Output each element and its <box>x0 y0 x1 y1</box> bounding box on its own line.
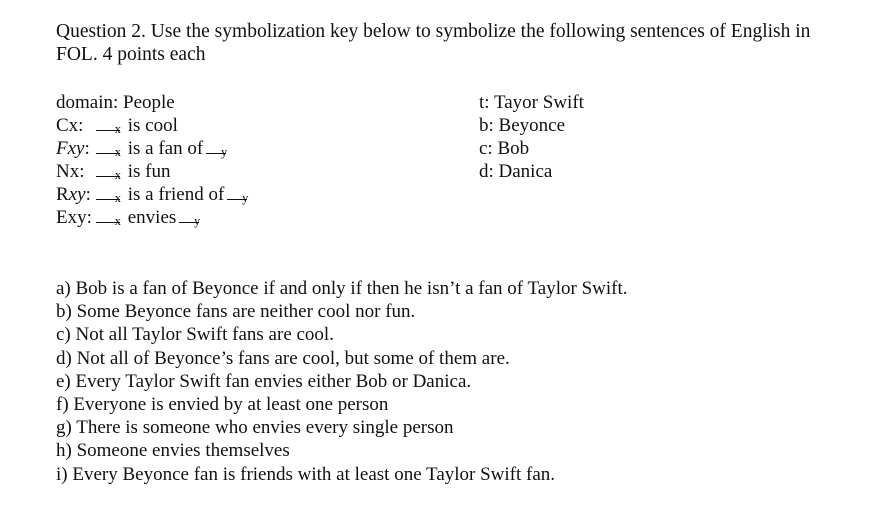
question-line-2: FOL. 4 points each <box>56 44 206 65</box>
argument-slot <box>96 161 121 182</box>
domain-line: domain: People <box>56 92 175 113</box>
name-line: t: Tayor Swift <box>479 92 584 113</box>
slot-variable: x <box>114 191 121 205</box>
slot-variable: x <box>114 214 121 228</box>
argument-slot <box>179 207 201 228</box>
argument-slot <box>96 207 121 228</box>
sentence-item-c: c) Not all Taylor Swift fans are cool. <box>56 324 334 346</box>
predicate-text: is a friend of <box>127 184 225 205</box>
symbolization-key-names <box>479 91 584 183</box>
predicate-text: is a fan of <box>127 138 204 159</box>
argument-slot <box>96 138 121 159</box>
predicate-line-envies <box>56 206 250 229</box>
predicate-symbol: Exy: <box>56 207 92 228</box>
argument-slot <box>96 115 121 136</box>
symbolization-key-predicates <box>56 91 250 229</box>
sentence-item-e: e) Every Taylor Swift fan envies either Bob or Danica. <box>56 370 472 392</box>
sentence-list <box>56 277 856 486</box>
name-line: b: Beyonce <box>479 115 566 136</box>
predicate-text: is cool <box>127 115 178 136</box>
sentence-item-i: i) Every Beyonce fan is friends with at least one Taylor Swift fan. <box>56 463 556 485</box>
predicate-symbol: Cx: <box>56 115 84 136</box>
sentence-item-b: b) Some Beyonce fans are neither cool nor fun. <box>56 301 416 323</box>
predicate-symbol: Fxy: <box>56 138 90 159</box>
slot-variable: x <box>114 168 121 182</box>
sentence-item-h: h) Someone envies themselves <box>56 440 290 462</box>
predicate-line-friend-of <box>56 183 250 206</box>
slot-variable: x <box>114 145 121 159</box>
argument-slot <box>227 184 249 205</box>
predicate-text: is fun <box>127 161 171 182</box>
predicate-line-fan-of <box>56 137 250 160</box>
predicate-symbol: Rxy: <box>56 184 91 205</box>
sentence-item-g: g) There is someone who envies every single person <box>56 417 454 439</box>
sentence-item-a: a) Bob is a fan of Beyonce if and only if then he isn’t a fan of Taylor Swift. <box>56 278 628 299</box>
question-heading <box>56 20 856 66</box>
slot-variable: y <box>242 191 249 205</box>
predicate-line-cool <box>56 114 250 137</box>
predicate-line-fun <box>56 160 250 183</box>
slot-variable: y <box>220 145 228 159</box>
slot-variable: x <box>114 122 121 136</box>
question-line-1: Question 2. Use the symbolization key below to symbolize the following sentences of English in <box>56 21 811 42</box>
sentence-item-d: d) Not all of Beyonce’s fans are cool, but some of them are. <box>56 347 510 369</box>
name-line: c: Bob <box>479 138 530 159</box>
predicate-symbol: Nx: <box>56 161 85 182</box>
argument-slot <box>206 138 228 159</box>
predicate-text: envies <box>127 207 177 228</box>
argument-slot <box>96 184 121 205</box>
sentence-item-f: f) Everyone is envied by at least one person <box>56 393 389 415</box>
slot-variable: y <box>194 214 201 228</box>
name-line: d: Danica <box>479 161 553 182</box>
